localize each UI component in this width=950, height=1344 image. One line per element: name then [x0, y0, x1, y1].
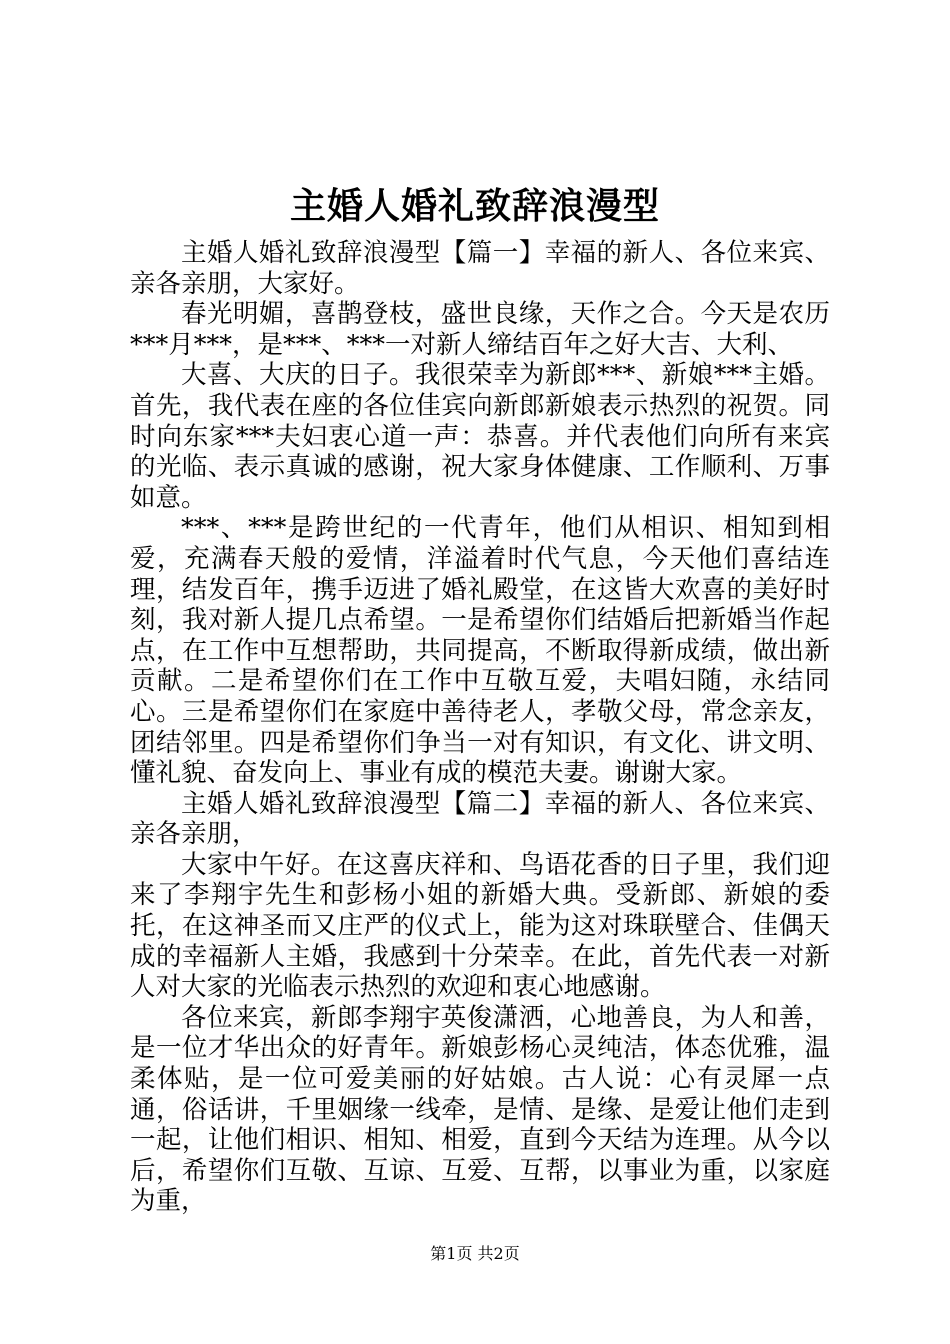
paragraph: 主婚人婚礼致辞浪漫型【篇二】幸福的新人、各位来宾、亲各亲朋， [130, 788, 830, 850]
page-footer: 第1页 共2页 [430, 1244, 520, 1263]
document-body [130, 238, 830, 1217]
paragraph: 大喜、大庆的日子。我很荣幸为新郎***、新娘***主婚。首先，我代表在座的各位佳宾向新郎新娘表示热烈的祝贺。同时向东家***夫妇衷心道一声：恭喜。并代表他们向所有来宾的光临、表示真诚的感谢，祝大家身体健康、工作顺利、万事如意。 [130, 360, 830, 513]
paragraph: 大家中午好。在这喜庆祥和、鸟语花香的日子里，我们迎来了李翔宇先生和彭杨小姐的新婚大典。受新郎、新娘的委托，在这神圣而又庄严的仪式上，能为这对珠联壁合、佳偶天成的幸福新人主婚，我感到十分荣幸。在此，首先代表一对新人对大家的光临表示热烈的欢迎和衷心地感谢。 [130, 849, 830, 1003]
page-title: 主婚人婚礼致辞浪漫型 [289, 186, 660, 227]
paragraph: 春光明媚，喜鹊登枝，盛世良缘，天作之合。今天是农历***月***，是***、***一对新人缔结百年之好大吉、大利、 [130, 299, 830, 360]
paragraph: 各位来宾，新郎李翔宇英俊潇洒，心地善良，为人和善，是一位才华出众的好青年。新娘彭杨心灵纯洁，体态优雅，温柔体贴，是一位可爱美丽的好姑娘。古人说：心有灵犀一点通，俗话讲，千里姻缘一线牵，是情、是缘、是爱让他们走到一起，让他们相识、相知、相爱，直到今天结为连理。从今以后，希望你们互敬、互谅、互爱、互帮，以事业为重，以家庭为重， [130, 1002, 830, 1217]
paragraph: 主婚人婚礼致辞浪漫型【篇一】幸福的新人、各位来宾、亲各亲朋，大家好。 [130, 238, 830, 299]
paragraph: ***、***是跨世纪的一代青年，他们从相识、相知到相爱，充满春天般的爱情，洋溢着时代气息，今天他们喜结连理，结发百年，携手迈进了婚礼殿堂，在这皆大欢喜的美好时刻，我对新人提几点希望。一是希望你们结婚后把新婚当作起点，在工作中互想帮助，共同提高，不断取得新成绩，做出新贡献。二是希望你们在工作中互敬互爱，夫唱妇随，永结同心。三是希望你们在家庭中善待老人，孝敬父母，常念亲友，团结邻里。四是希望你们争当一对有知识，有文化、讲文明、懂礼貌、奋发向上、事业有成的模范夫妻。谢谢大家。 [130, 513, 830, 789]
